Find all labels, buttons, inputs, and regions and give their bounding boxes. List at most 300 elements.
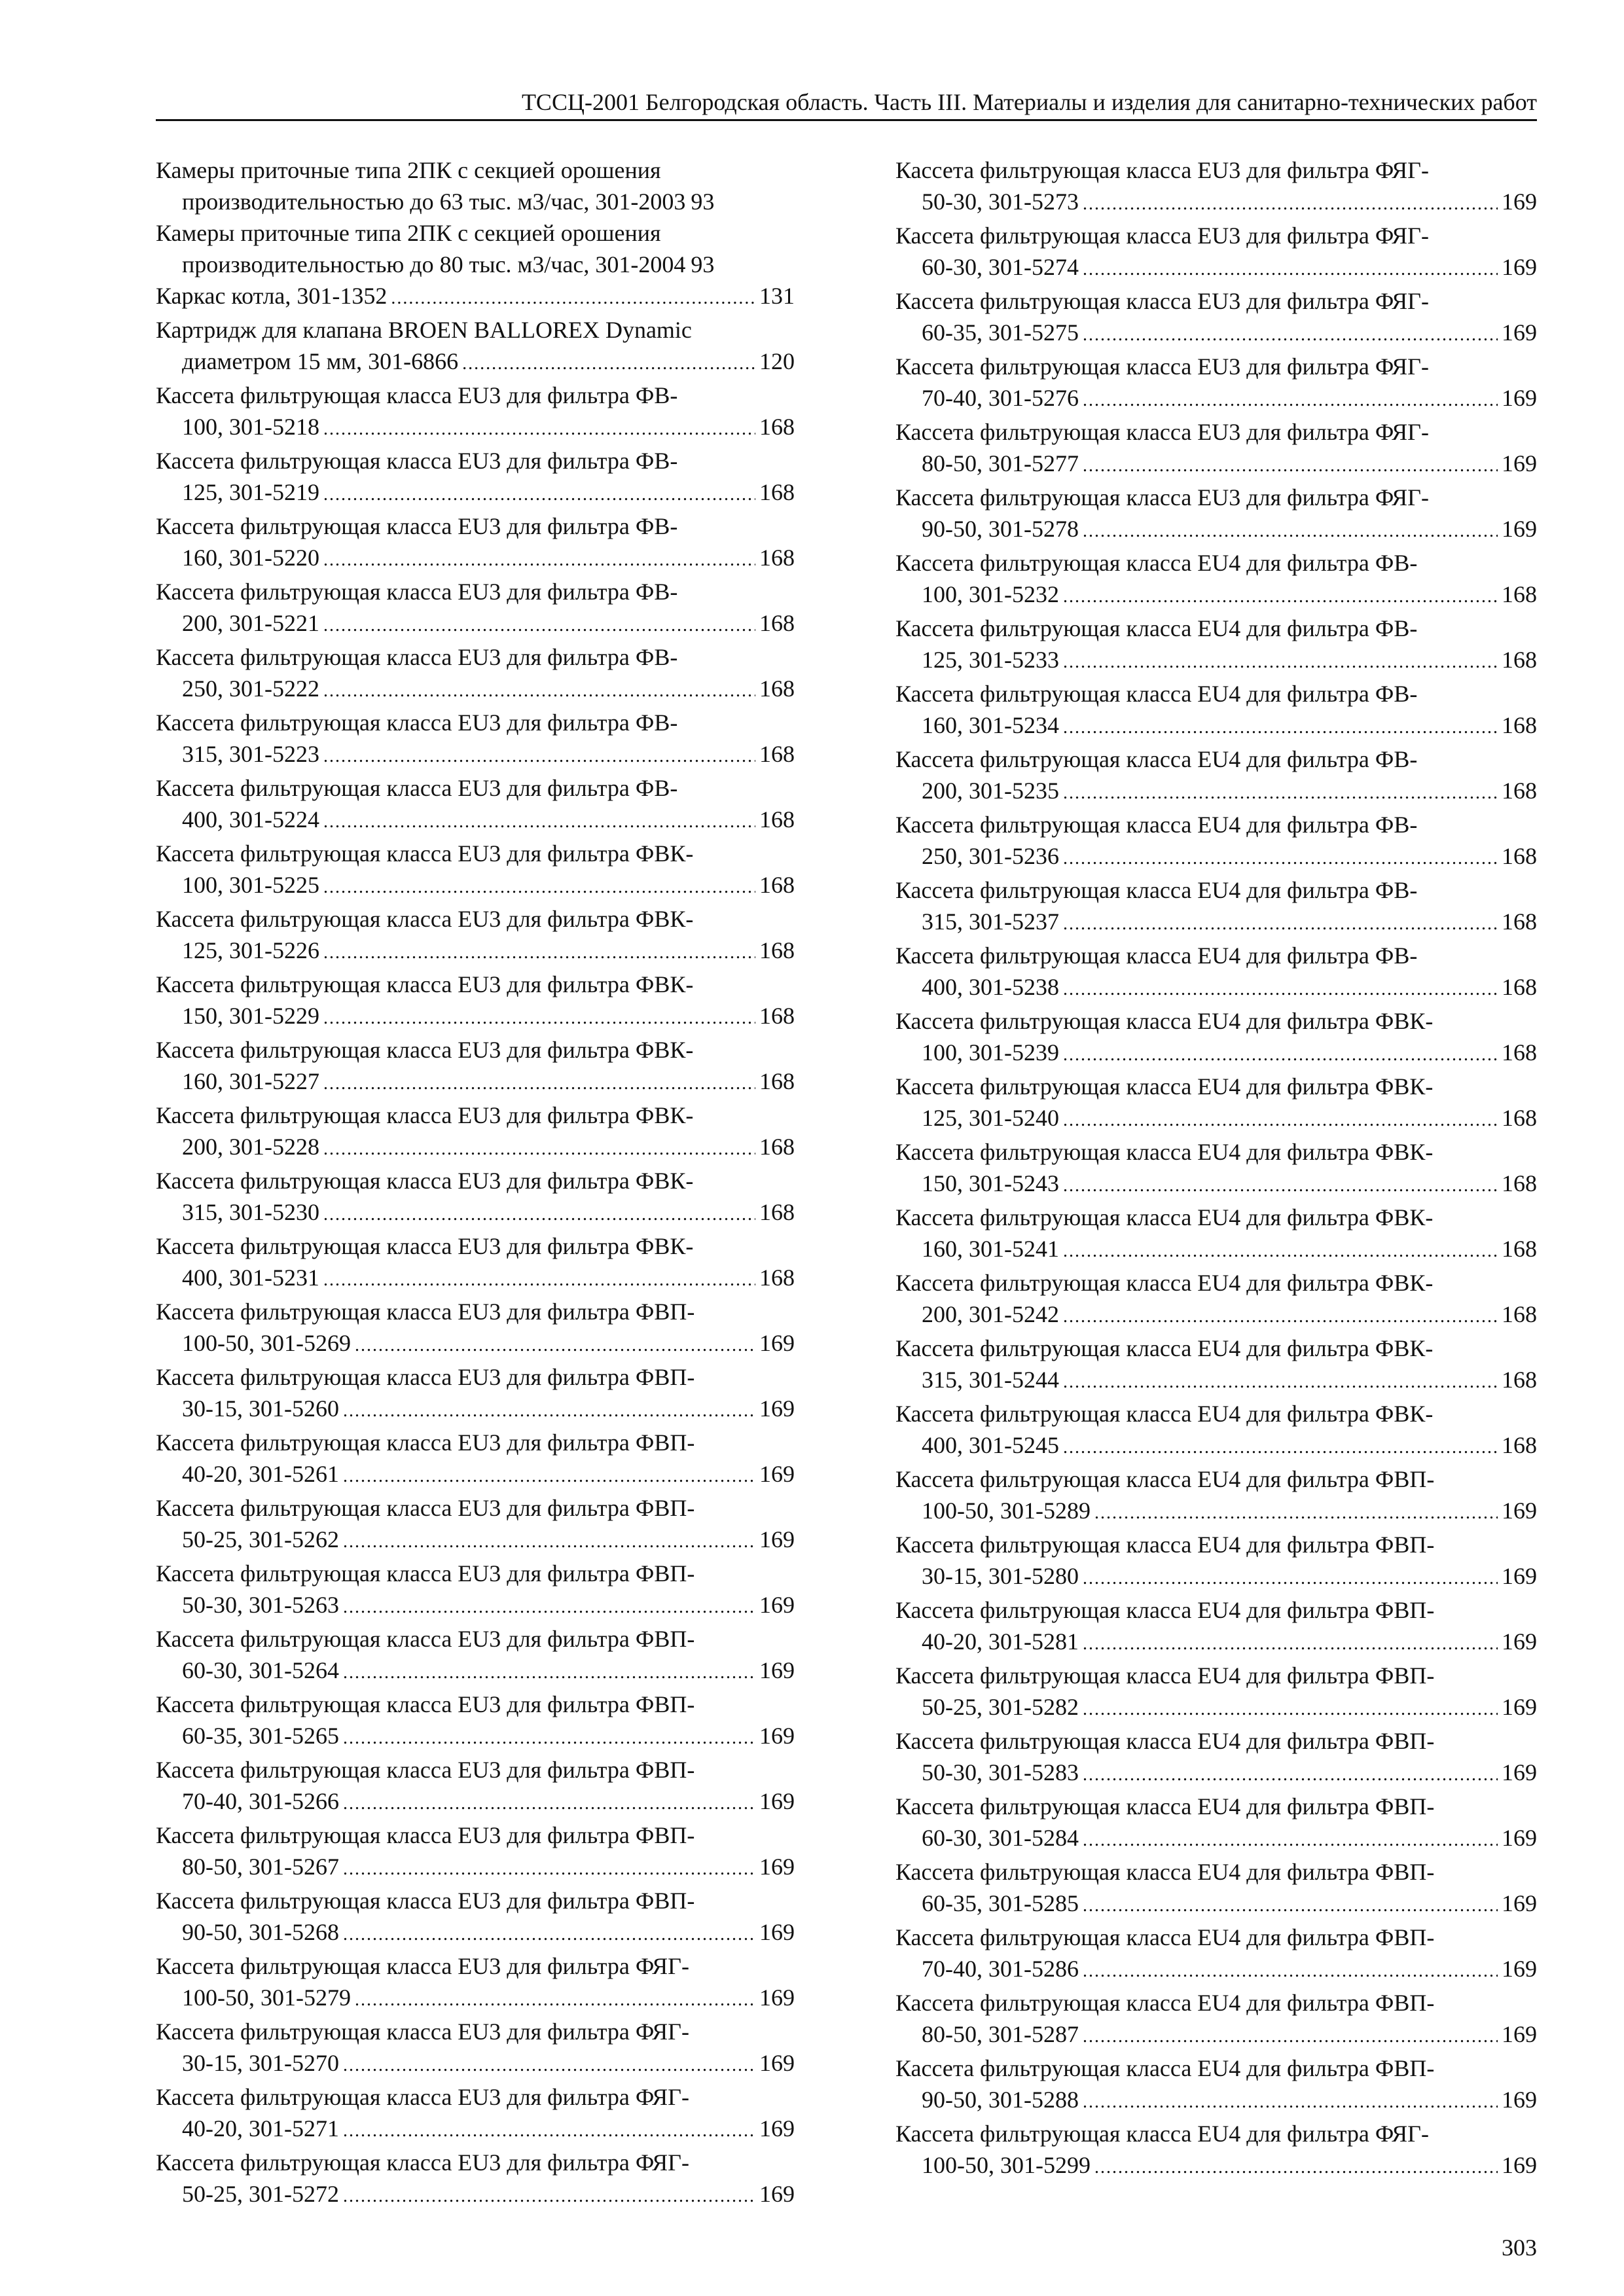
index-entry-title: Кассета фильтрующая класса EU3 для фильтра ФЯГ- — [895, 484, 1429, 511]
dot-leader — [1094, 1498, 1498, 1529]
dot-leader — [343, 1919, 755, 1950]
index-entry-detail-line — [156, 2178, 795, 2212]
index-entry — [895, 1136, 1537, 1202]
index-entry-detail-line — [895, 1953, 1537, 1987]
index-entry-page: 169 — [1502, 2087, 1537, 2113]
index-entry-title: Кассета фильтрующая класса EU4 для фильтра ФВК- — [895, 1139, 1434, 1165]
index-entry-detail-line — [156, 1262, 795, 1296]
index-entry-code: 150, 301-5229 — [182, 1003, 319, 1029]
index-entry — [156, 1623, 795, 1689]
index-entry-detail-line — [156, 1000, 795, 1034]
index-entry-detail-line — [895, 1299, 1537, 1333]
index-entry-code: 315, 301-5237 — [922, 908, 1059, 935]
index-entry-page: 168 — [759, 1003, 795, 1029]
index-entry-code: 50-30, 301-5263 — [182, 1592, 339, 1618]
dot-leader — [323, 806, 755, 838]
index-entry-title: Кассета фильтрующая класса EU3 для фильтра ФВП- — [156, 1364, 695, 1390]
index-entry-title: Кассета фильтрующая класса EU4 для фильтра ФВК- — [895, 1270, 1434, 1296]
index-entry-page: 120 — [759, 348, 795, 374]
index-entry-page: 169 — [1502, 1498, 1537, 1524]
index-entry-title: Камеры приточные типа 2ПК с секцией орошения — [156, 157, 661, 183]
index-entry — [156, 1100, 795, 1165]
index-entry-title: Кассета фильтрующая класса EU3 для фильтра ФЯГ- — [156, 2084, 689, 2110]
dot-leader — [323, 479, 755, 511]
index-entry-code: 30-15, 301-5260 — [182, 1395, 339, 1422]
index-entry-code: производительностью до 80 тыс. м3/час, 301-2004 — [182, 251, 686, 278]
index-entry — [156, 1361, 795, 1427]
header-rule — [156, 119, 1537, 121]
index-entry-detail-line — [156, 673, 795, 707]
dot-leader — [1083, 516, 1498, 547]
index-entry-page: 169 — [1502, 2021, 1537, 2047]
index-entry-code: 40-20, 301-5261 — [182, 1461, 339, 1487]
index-entry-page: 168 — [1502, 1301, 1537, 1327]
index-entry — [156, 154, 795, 217]
index-entry-page: 168 — [1502, 1432, 1537, 1458]
index-entry — [895, 874, 1537, 940]
dot-leader — [343, 2181, 755, 2212]
dot-leader — [1063, 647, 1498, 678]
index-entry — [895, 220, 1537, 285]
index-entry-code: 50-25, 301-5272 — [182, 2181, 339, 2207]
index-entry-page: 168 — [1502, 712, 1537, 738]
dot-leader — [355, 1330, 755, 1361]
dot-leader — [1083, 1563, 1498, 1594]
index-entry-code: 200, 301-5235 — [922, 778, 1059, 804]
index-entry-page: 131 — [759, 283, 795, 309]
index-entry — [895, 1005, 1537, 1071]
index-entry-code: 70-40, 301-5286 — [922, 1956, 1079, 1982]
dot-leader — [1063, 1236, 1498, 1267]
index-entry — [895, 1267, 1537, 1333]
dot-leader — [1063, 1105, 1498, 1136]
index-entry-page: 169 — [759, 2050, 795, 2076]
index-entry-title: Кассета фильтрующая класса EU3 для фильтра ФВ- — [156, 775, 678, 801]
index-entry-detail-line — [156, 1720, 795, 1754]
index-entry-title: Кассета фильтрующая класса EU3 для фильтра ФВ- — [156, 644, 678, 670]
index-entry — [895, 1791, 1537, 1856]
index-entry-title: Кассета фильтрующая класса EU4 для фильтра ФВП- — [895, 1532, 1435, 1558]
index-entry — [895, 940, 1537, 1005]
index-entry-title: Кассета фильтрующая класса EU4 для фильтра ФВП- — [895, 1597, 1435, 1623]
index-entry-code: 60-30, 301-5284 — [922, 1825, 1079, 1851]
index-entry — [156, 1230, 795, 1296]
index-entry — [156, 2016, 795, 2081]
index-entry-title: Кассета фильтрующая класса EU4 для фильтра ФВ- — [895, 681, 1418, 707]
index-entry-code: 200, 301-5242 — [922, 1301, 1059, 1327]
index-entry — [895, 1725, 1537, 1791]
index-entry-title: Кассета фильтрующая класса EU3 для фильтра ФВК- — [156, 1168, 694, 1194]
index-entry-code: 200, 301-5228 — [182, 1134, 319, 1160]
index-entry-page: 168 — [759, 545, 795, 571]
index-entry-detail-line — [895, 1495, 1537, 1529]
index-entry-title: Картридж для клапана BROEN BALLOREX Dynamic — [156, 317, 692, 343]
index-entry — [156, 1558, 795, 1623]
index-entry-page: 169 — [759, 1984, 795, 2011]
index-entry-page: 169 — [1502, 1694, 1537, 1720]
index-entry-code: 80-50, 301-5267 — [182, 1854, 339, 1880]
dot-leader — [343, 1657, 755, 1689]
index-entry — [895, 1660, 1537, 1725]
index-entry-page: 169 — [1502, 1628, 1537, 1655]
index-entry — [895, 351, 1537, 416]
index-entry-detail-line — [895, 906, 1537, 940]
dot-leader — [1063, 1170, 1498, 1202]
index-column-right — [895, 154, 1537, 2183]
index-entry-title: Кассета фильтрующая класса EU4 для фильтра ФВ- — [895, 550, 1418, 576]
dot-leader — [323, 937, 755, 969]
index-entry-code: 60-35, 301-5285 — [922, 1890, 1079, 1916]
index-entry-code: 125, 301-5240 — [922, 1105, 1059, 1131]
index-entry-title: Кассета фильтрующая класса EU4 для фильтра ФВП- — [895, 1662, 1435, 1689]
index-entry-title: Кассета фильтрующая класса EU3 для фильтра ФЯГ- — [156, 2018, 689, 2045]
index-entry-title: Кассета фильтрующая класса EU3 для фильтра ФВП- — [156, 1822, 695, 1848]
index-entry-page: 169 — [759, 1788, 795, 1814]
dot-leader — [323, 1199, 755, 1230]
index-entry-title: Камеры приточные типа 2ПК с секцией орошения — [156, 220, 661, 246]
index-entry — [156, 1885, 795, 1950]
index-entry-page: 168 — [1502, 1039, 1537, 1066]
index-entry-page: 168 — [1502, 581, 1537, 607]
index-entry-code: 400, 301-5224 — [182, 806, 319, 833]
index-entry-detail-line — [156, 346, 795, 380]
index-entry — [156, 1165, 795, 1230]
index-entry-code: 100, 301-5218 — [182, 414, 319, 440]
index-entry-detail-line — [156, 1655, 795, 1689]
index-entry-detail-line — [156, 738, 795, 772]
index-entry-detail-line — [156, 1851, 795, 1885]
index-entry — [895, 154, 1537, 220]
index-entry-detail-line — [156, 542, 795, 576]
index-entry-page: 168 — [1502, 1105, 1537, 1131]
index-entry-detail-line — [156, 935, 795, 969]
index-entry-title: Кассета фильтрующая класса EU4 для фильтра ФВК- — [895, 1401, 1434, 1427]
index-entry — [156, 1492, 795, 1558]
index-entry-code: 315, 301-5223 — [182, 741, 319, 767]
index-entry-detail-line — [895, 251, 1537, 285]
index-entry — [156, 903, 795, 969]
dot-leader — [462, 348, 755, 380]
index-entry-detail-line — [895, 2149, 1537, 2183]
index-entry-detail-line — [895, 382, 1537, 416]
index-entry-code: 315, 301-5230 — [182, 1199, 319, 1225]
index-entry-detail-line — [895, 1822, 1537, 1856]
index-entry-detail-line — [156, 1066, 795, 1100]
index-entry-title: Кассета фильтрующая класса EU4 для фильтра ФВК- — [895, 1335, 1434, 1361]
index-entry-detail-line — [156, 2047, 795, 2081]
index-entry-detail-line — [156, 186, 795, 217]
index-entry — [156, 1427, 795, 1492]
index-entry-title: Кассета фильтрующая класса EU4 для фильтра ФВП- — [895, 1793, 1435, 1820]
dot-leader — [1063, 974, 1498, 1005]
index-entry-page: 168 — [759, 675, 795, 702]
index-entry-page: 169 — [759, 2115, 795, 2142]
index-entry-code: 100-50, 301-5269 — [182, 1330, 351, 1356]
index-entry-detail-line — [895, 1233, 1537, 1267]
index-entry-code: 50-30, 301-5283 — [922, 1759, 1079, 1785]
index-entry-detail-line — [156, 607, 795, 641]
index-entry-code: 100-50, 301-5279 — [182, 1984, 351, 2011]
dot-leader — [323, 610, 755, 641]
index-entry-detail-line — [895, 579, 1537, 613]
dot-leader — [323, 1003, 755, 1034]
index-entry — [156, 707, 795, 772]
index-entry-page: 168 — [759, 1199, 795, 1225]
index-entry — [895, 678, 1537, 744]
index-entry-page: 169 — [1502, 1759, 1537, 1785]
index-entry-title: Кассета фильтрующая класса EU3 для фильтра ФВП- — [156, 1888, 695, 1914]
index-entry — [895, 1333, 1537, 1398]
index-entry — [895, 547, 1537, 613]
index-entry-detail-line — [895, 1691, 1537, 1725]
index-entry-page: 169 — [1502, 516, 1537, 542]
index-entry-detail-line — [156, 1458, 795, 1492]
index-entry-page: 169 — [759, 1657, 795, 1683]
index-entry-page: 168 — [759, 741, 795, 767]
index-entry — [895, 1202, 1537, 1267]
index-entry-page: 169 — [759, 1723, 795, 1749]
index-entry-title: Кассета фильтрующая класса EU3 для фильтра ФВП- — [156, 1626, 695, 1652]
index-entry-title: Кассета фильтрующая класса EU3 для фильтра ФВ- — [156, 382, 678, 408]
index-entry — [156, 314, 795, 380]
index-entry-detail-line — [895, 1757, 1537, 1791]
index-entry-title: Кассета фильтрующая класса EU4 для фильтра ФВ- — [895, 877, 1418, 903]
dot-leader — [1063, 778, 1498, 809]
index-entry-detail-line — [895, 840, 1537, 874]
index-entry — [156, 380, 795, 445]
dot-leader — [323, 1265, 755, 1296]
dot-leader — [323, 872, 755, 903]
index-entry-detail-line — [895, 775, 1537, 809]
index-column-left — [156, 154, 795, 2212]
index-entry-code: 50-30, 301-5273 — [922, 188, 1079, 215]
index-entry-detail-line — [895, 1888, 1537, 1922]
index-entry-detail-line — [156, 411, 795, 445]
page-number: 303 — [1502, 2234, 1537, 2261]
index-entry-title: Кассета фильтрующая класса EU3 для фильтра ФВ- — [156, 709, 678, 736]
index-entry-page: 168 — [759, 1265, 795, 1291]
index-entry — [156, 2081, 795, 2147]
index-entry — [895, 482, 1537, 547]
index-entry — [895, 1071, 1537, 1136]
dot-leader — [343, 1788, 755, 1820]
index-entry-page: 168 — [1502, 974, 1537, 1000]
index-entry-detail-line — [895, 1102, 1537, 1136]
index-entry-code: 125, 301-5219 — [182, 479, 319, 505]
index-entry-page: 168 — [759, 937, 795, 963]
index-entry-page: 169 — [1502, 188, 1537, 215]
dot-leader — [1083, 1956, 1498, 1987]
index-entry-code: 40-20, 301-5271 — [182, 2115, 339, 2142]
dot-leader — [343, 2050, 755, 2081]
index-entry-page: 168 — [1502, 1236, 1537, 1262]
index-entry-detail-line — [156, 1131, 795, 1165]
index-entry-code: 30-15, 301-5270 — [182, 2050, 339, 2076]
index-entry-title: Кассета фильтрующая класса EU3 для фильтра ФВП- — [156, 1691, 695, 1717]
index-entry-detail-line — [156, 1196, 795, 1230]
index-entry-detail-line — [895, 709, 1537, 744]
index-entry — [156, 1754, 795, 1820]
index-entry — [895, 809, 1537, 874]
index-entry-detail-line — [895, 1364, 1537, 1398]
dot-leader — [1083, 2021, 1498, 2053]
index-entry-page: 168 — [759, 872, 795, 898]
dot-leader — [355, 1984, 755, 2016]
index-entry-title: Кассета фильтрующая класса EU3 для фильтра ФВК- — [156, 906, 694, 932]
index-entry-title: Кассета фильтрующая класса EU3 для фильтра ФЯГ- — [895, 419, 1429, 445]
index-entry-title: Кассета фильтрующая класса EU3 для фильтра ФЯГ- — [895, 353, 1429, 380]
index-entry-detail-line — [895, 1168, 1537, 1202]
index-entry-detail-line — [156, 1327, 795, 1361]
dot-leader — [1083, 1759, 1498, 1791]
index-entry-page: 169 — [759, 1919, 795, 1945]
index-entry-title: Кассета фильтрующая класса EU3 для фильтра ФЯГ- — [895, 288, 1429, 314]
dot-leader — [1083, 188, 1498, 220]
index-entry-title: Кассета фильтрующая класса EU3 для фильтра ФЯГ- — [895, 157, 1429, 183]
index-entry-title: Кассета фильтрующая класса EU4 для фильтра ФВ- — [895, 746, 1418, 772]
index-entry-code: Каркас котла, 301-1352 — [156, 283, 388, 309]
dot-leader — [1083, 1825, 1498, 1856]
dot-leader — [1063, 1301, 1498, 1333]
dot-leader — [343, 2115, 755, 2147]
index-entry-page: 168 — [759, 1134, 795, 1160]
index-entry — [895, 2118, 1537, 2183]
dot-leader — [1063, 1039, 1498, 1071]
index-entry — [156, 511, 795, 576]
index-entry-detail-line — [156, 804, 795, 838]
index-entry-code: 200, 301-5221 — [182, 610, 319, 636]
dot-leader — [1083, 319, 1498, 351]
index-entry-detail-line — [156, 1524, 795, 1558]
index-entry-page: 93 — [691, 251, 715, 278]
index-entry-page: 168 — [1502, 1170, 1537, 1196]
dot-leader — [343, 1526, 755, 1558]
index-entry-title: Кассета фильтрующая класса EU4 для фильтра ФВ- — [895, 942, 1418, 969]
dot-leader — [323, 414, 755, 445]
dot-leader — [1083, 450, 1498, 482]
dot-leader — [343, 1854, 755, 1885]
index-entry-code: 400, 301-5238 — [922, 974, 1059, 1000]
dot-leader — [1063, 712, 1498, 744]
index-entry-page: 168 — [1502, 1367, 1537, 1393]
index-entry-page: 169 — [759, 1592, 795, 1618]
index-entry-code: 80-50, 301-5277 — [922, 450, 1079, 476]
index-entry — [156, 280, 795, 314]
index-entry — [895, 2053, 1537, 2118]
index-entry-page: 169 — [759, 1854, 795, 1880]
index-entry-detail-line — [156, 280, 795, 314]
index-entry-detail-line — [895, 317, 1537, 351]
dot-leader — [1083, 1890, 1498, 1922]
index-entry — [156, 1296, 795, 1361]
index-entry-page: 169 — [759, 1526, 795, 1552]
index-entry-title: Кассета фильтрующая класса EU3 для фильтра ФВ- — [156, 513, 678, 539]
index-entry-title: Кассета фильтрующая класса EU4 для фильтра ФВК- — [895, 1204, 1434, 1230]
index-entry-detail-line — [156, 1589, 795, 1623]
index-entry-title: Кассета фильтрующая класса EU3 для фильтра ФВП- — [156, 1299, 695, 1325]
dot-leader — [1063, 1367, 1498, 1398]
index-entry-page: 168 — [759, 414, 795, 440]
index-entry-code: 60-35, 301-5275 — [922, 319, 1079, 346]
index-entry-detail-line — [895, 971, 1537, 1005]
index-entry — [895, 1856, 1537, 1922]
index-entry-code: 60-35, 301-5265 — [182, 1723, 339, 1749]
index-entry-title: Кассета фильтрующая класса EU4 для фильтра ФВП- — [895, 1924, 1435, 1950]
index-entry-detail-line — [895, 186, 1537, 220]
index-entry-page: 168 — [1502, 843, 1537, 869]
index-entry-title: Кассета фильтрующая класса EU3 для фильтра ФВ- — [156, 579, 678, 605]
index-entry-code: 160, 301-5241 — [922, 1236, 1059, 1262]
index-entry-title: Кассета фильтрующая класса EU3 для фильтра ФВК- — [156, 840, 694, 867]
index-entry — [156, 576, 795, 641]
index-entry-code: 100, 301-5239 — [922, 1039, 1059, 1066]
index-entry-detail-line — [156, 1916, 795, 1950]
index-entry — [156, 217, 795, 280]
index-entry-page: 169 — [1502, 319, 1537, 346]
index-entry-page: 169 — [1502, 1890, 1537, 1916]
index-entry-detail-line — [895, 1037, 1537, 1071]
index-entry — [156, 1820, 795, 1885]
index-entry-detail-line — [895, 513, 1537, 547]
index-entry-code: 50-25, 301-5282 — [922, 1694, 1079, 1720]
index-entry-code: 100, 301-5232 — [922, 581, 1059, 607]
index-entry — [895, 416, 1537, 482]
dot-leader — [343, 1461, 755, 1492]
index-entry-code: 90-50, 301-5288 — [922, 2087, 1079, 2113]
dot-leader — [1063, 843, 1498, 874]
index-entry-title: Кассета фильтрующая класса EU4 для фильтра ФВП- — [895, 1990, 1435, 2016]
index-entry-code: 90-50, 301-5278 — [922, 516, 1079, 542]
index-entry — [895, 744, 1537, 809]
index-entry-code: 160, 301-5227 — [182, 1068, 319, 1094]
index-entry-page: 169 — [1502, 1825, 1537, 1851]
index-entry-page: 169 — [759, 1395, 795, 1422]
index-entry-page: 168 — [759, 1068, 795, 1094]
index-entry-page: 169 — [1502, 1563, 1537, 1589]
index-entry — [895, 1463, 1537, 1529]
index-entry-title: Кассета фильтрующая класса EU3 для фильтра ФВП- — [156, 1495, 695, 1521]
index-entry-code: 100-50, 301-5299 — [922, 2152, 1091, 2178]
index-entry — [156, 445, 795, 511]
index-entry-code: 160, 301-5220 — [182, 545, 319, 571]
index-entry — [156, 838, 795, 903]
index-entry-detail-line — [895, 1626, 1537, 1660]
dot-leader — [1063, 581, 1498, 613]
index-entry-title: Кассета фильтрующая класса EU3 для фильтра ФВК- — [156, 1233, 694, 1259]
index-entry — [156, 1034, 795, 1100]
index-entry — [156, 969, 795, 1034]
index-entry-title: Кассета фильтрующая класса EU3 для фильтра ФВК- — [156, 971, 694, 997]
index-entry-code: 70-40, 301-5276 — [922, 385, 1079, 411]
dot-leader — [391, 283, 755, 314]
index-entry-code: 90-50, 301-5268 — [182, 1919, 339, 1945]
index-entry-detail-line — [895, 2018, 1537, 2053]
index-entry-detail-line — [156, 869, 795, 903]
index-entry-title: Кассета фильтрующая класса EU4 для фильтра ФВ- — [895, 615, 1418, 641]
index-entry — [895, 1922, 1537, 1987]
index-entry-code: 125, 301-5226 — [182, 937, 319, 963]
dot-leader — [323, 1134, 755, 1165]
dot-leader — [1063, 1432, 1498, 1463]
dot-leader — [323, 741, 755, 772]
index-entry-page: 168 — [759, 479, 795, 505]
index-entry-title: Кассета фильтрующая класса EU4 для фильтра ФВП- — [895, 1466, 1435, 1492]
index-entry-title: Кассета фильтрующая класса EU3 для фильтра ФВК- — [156, 1102, 694, 1128]
index-entry-detail-line — [895, 2084, 1537, 2118]
index-entry-title: Кассета фильтрующая класса EU3 для фильтра ФВП- — [156, 1560, 695, 1587]
index-entry-page: 168 — [1502, 647, 1537, 673]
index-entry-title: Кассета фильтрующая класса EU4 для фильтра ФВП- — [895, 1728, 1435, 1754]
